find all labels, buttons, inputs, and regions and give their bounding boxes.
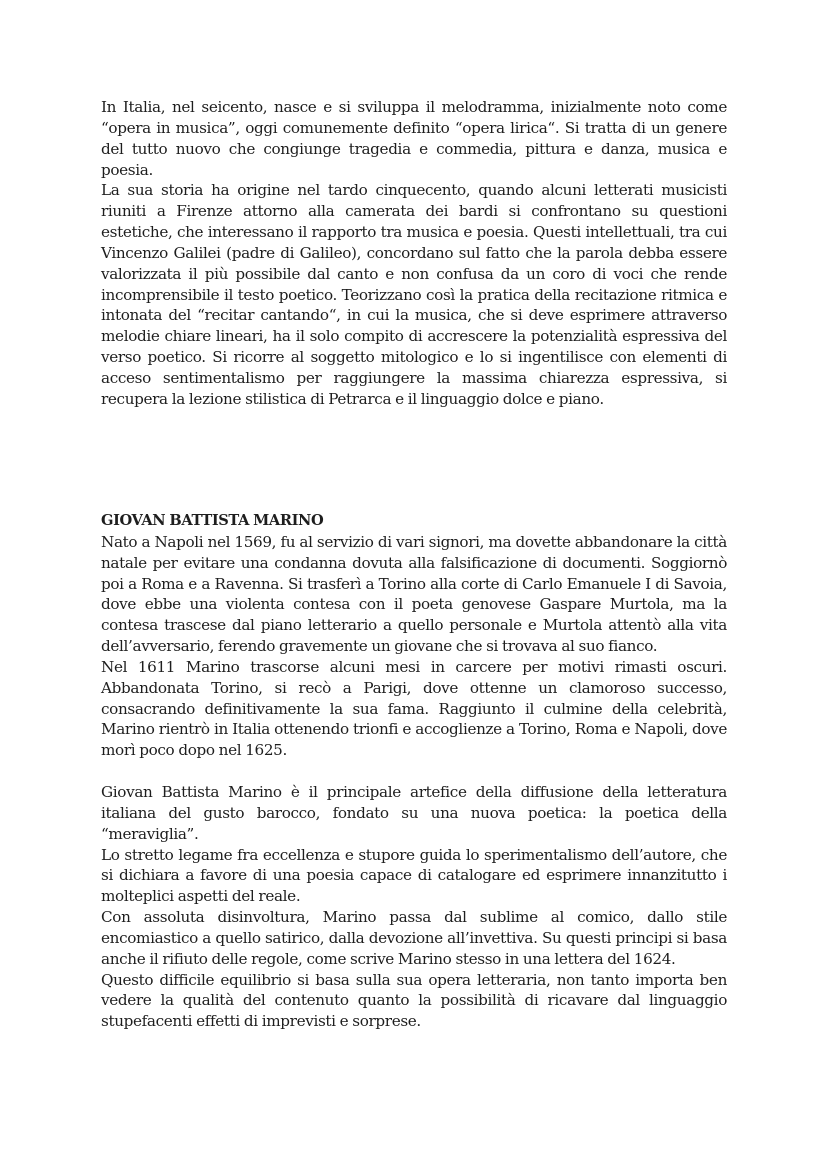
document-page	[101, 97, 727, 1031]
poetics-paragraph-4: Questo difficile equilibrio si basa sulla sua opera letteraria, non tanto importa ben vedere la qualità del contenuto quanto la possibilità di ricavare dal linguaggio stupefacenti effetti di imprevisti e sorprese.	[101, 970, 727, 1031]
poetics-paragraph-1: Giovan Battista Marino è il principale artefice della diffusione della letteratura italiana del gusto barocco, fondato su una nuova poetica: la poetica della “meraviglia”.	[101, 782, 727, 843]
bio-paragraph-1: Nato a Napoli nel 1569, fu al servizio di vari signori, ma dovette abbandonare la città natale per evitare una condanna dovuta alla falsificazione di documenti. Soggiornò poi a Roma e a Ravenna. Si trasferì a Torino alla corte di Carlo Emanuele I di Savoia, dove ebbe una violenta contesa con il poeta genovese Gaspare Murtola, ma la contesa trascese dal piano letterario a quello personale e Murtola attentò alla vita dell’avversario, ferendo gravemente un giovane che si trovava al suo fianco.	[101, 532, 727, 656]
bio-paragraph-2: Nel 1611 Marino trascorse alcuni mesi in carcere per motivi rimasti oscuri. Abbandonata Torino, si recò a Parigi, dove ottenne un clamoroso successo, consacrando definitivamente la sua fama. Raggiunto il culmine della celebrità, Marino rientrò in Italia ottenendo trionfi e accoglienze a Torino, Roma e Napoli, dove morì poco dopo nel 1625.	[101, 657, 727, 760]
intro-paragraph-2: La sua storia ha origine nel tardo cinquecento, quando alcuni letterati musicisti riuniti a Firenze attorno alla camerata dei bardi si confrontano su questioni estetiche, che interessano il rapporto tra musica e poesia. Questi intellettuali, tra cui Vincenzo Galilei (padre di Galileo), concordano sul fatto che la parola debba essere valorizzata il più possibile dal canto e non confusa da un coro di voci che rende incomprensibile il testo poetico. Teorizzano così la pratica della recitazione ritmica e intonata del “recitar cantando“, in cui la musica, che si deve esprimere attraverso melodie chiare lineari, ha il solo compito di accrescere la potenzialità espressiva del verso poetico. Si ricorre al soggetto mitologico e lo si ingentilisce con elementi di acceso sentimentalismo per raggiungere la massima chiarezza espressiva, si recupera la lezione stilistica di Petrarca e il linguaggio dolce e piano.	[101, 181, 727, 408]
intro-section	[101, 97, 727, 410]
marino-section	[101, 511, 727, 1032]
section-heading: GIOVAN BATTISTA MARINO	[101, 512, 324, 529]
paragraph-gap	[101, 761, 727, 782]
intro-paragraph-1: In Italia, nel seicento, nasce e si sviluppa il melodramma, inizialmente noto come “opera in musica”, oggi comunemente definito “opera lirica“. Si tratta di un genere del tutto nuovo che congiunge tragedia e commedia, pittura e danza, musica e poesia.	[101, 98, 727, 179]
poetics-paragraph-2: Lo stretto legame fra eccellenza e stupore guida lo sperimentalismo dell’autore, che si dichiara a favore di una poesia capace di catalogare ed esprimere innanzitutto i molteplici aspetti del reale.	[101, 845, 727, 906]
poetics-paragraph-3: Con assoluta disinvoltura, Marino passa dal sublime al comico, dallo stile encomiastico a quello satirico, dalla devozione all’invettiva. Su questi principi si basa anche il rifiuto delle regole, come scrive Marino stesso in una lettera del 1624.	[101, 908, 727, 968]
